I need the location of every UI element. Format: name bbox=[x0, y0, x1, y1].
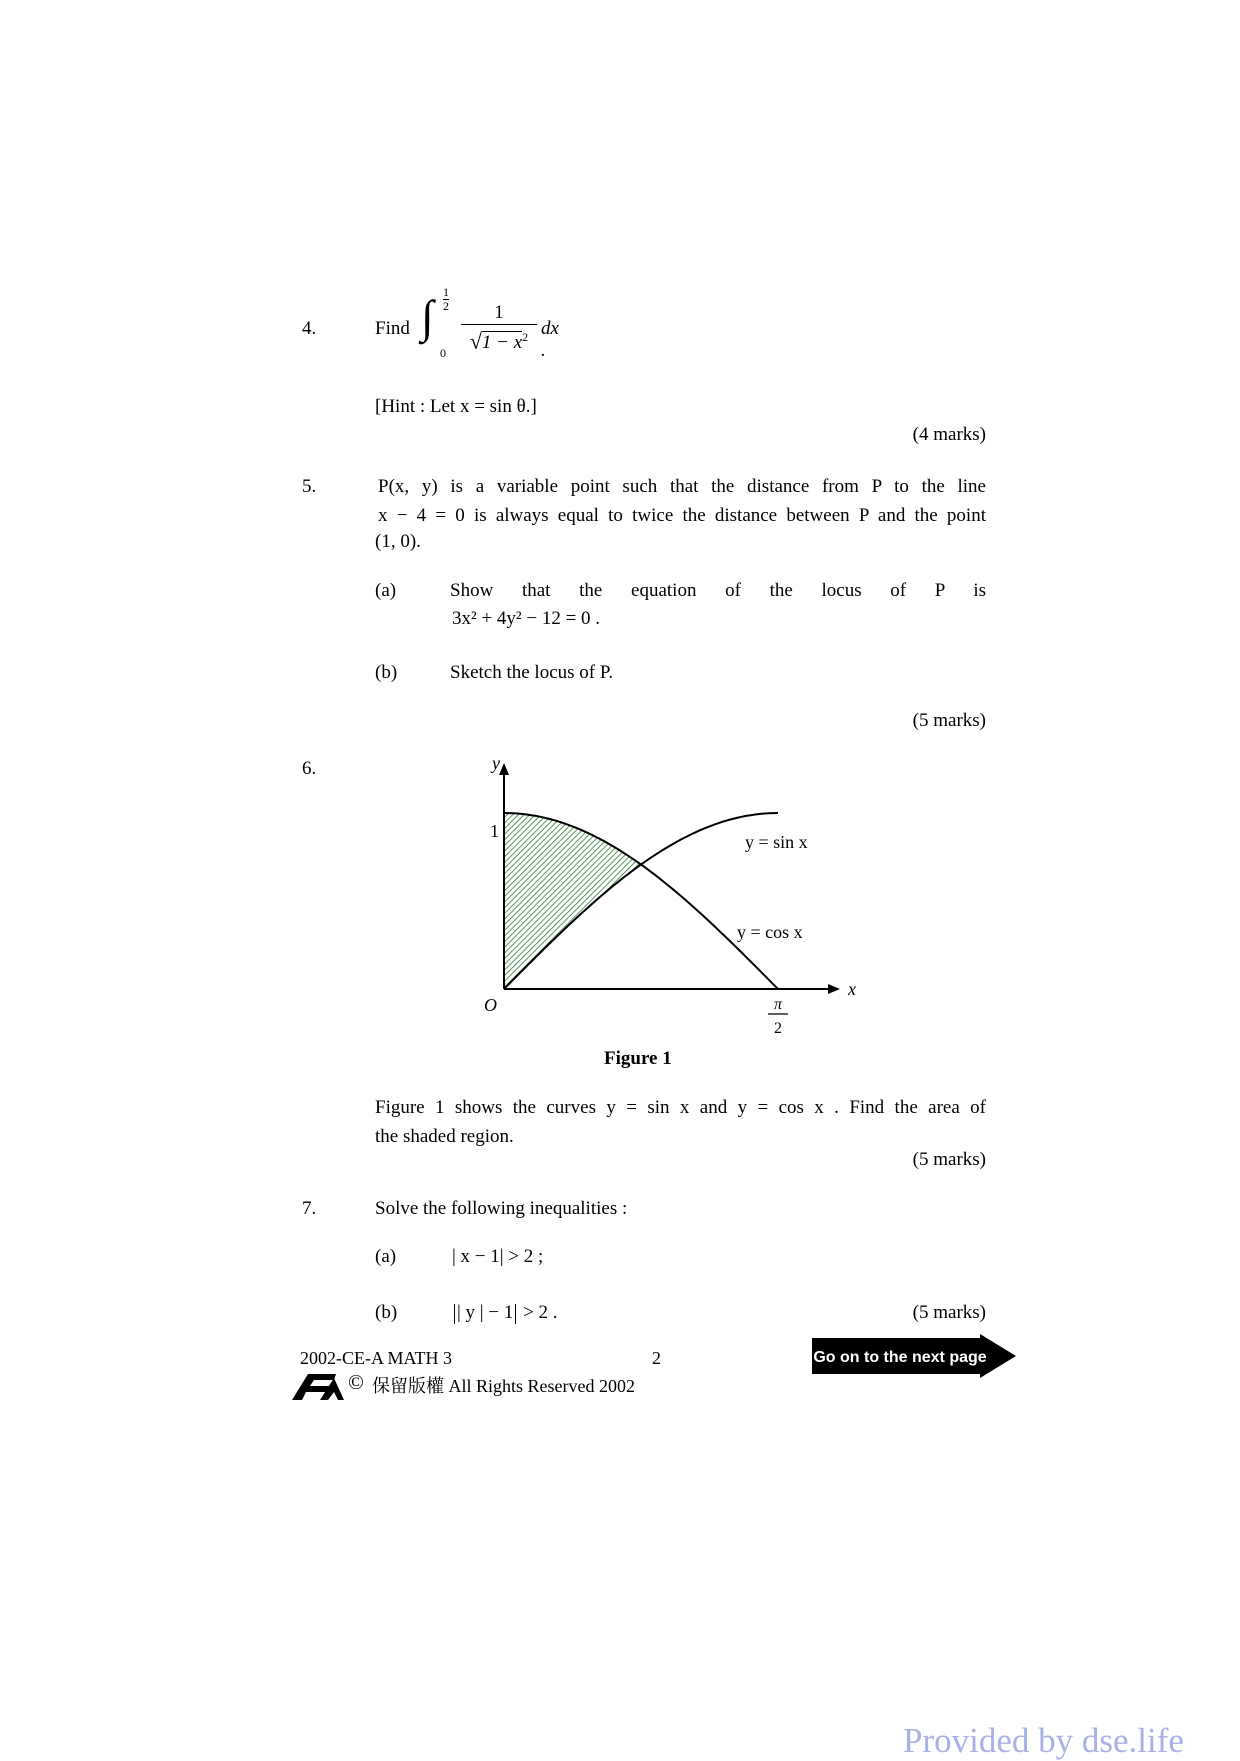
next-page-banner bbox=[812, 1334, 1016, 1378]
sin-curve-label: y = sin x bbox=[745, 832, 808, 852]
question-7-marks: (5 marks) bbox=[912, 1302, 986, 1323]
question-5-a-label: (a) bbox=[375, 580, 397, 601]
question-7-intro: Solve the following inequalities : bbox=[375, 1198, 628, 1219]
dx-label: dx . bbox=[541, 318, 559, 361]
question-6-line-1: Figure 1 shows the curves y = sin x and y = cos x . Find the area of bbox=[375, 1097, 986, 1118]
question-5-line-1: P(x, y) is a variable point such that the distance from P to the line bbox=[378, 476, 986, 497]
integral-sign: ∫ bbox=[421, 291, 434, 342]
x-tick-pi-denominator: 2 bbox=[774, 1020, 782, 1037]
paper-code: 2002-CE-A MATH 3 bbox=[300, 1348, 452, 1368]
y-tick-1: 1 bbox=[490, 821, 499, 841]
question-5-line-3: (1, 0). bbox=[375, 531, 421, 552]
y-axis-arrow-icon bbox=[499, 763, 509, 775]
find-label: Find bbox=[375, 318, 410, 339]
question-4-marks: (4 marks) bbox=[912, 424, 986, 445]
question-6-marks: (5 marks) bbox=[912, 1149, 986, 1170]
y-axis-label: y bbox=[492, 755, 500, 773]
question-4-number: 4. bbox=[302, 318, 317, 339]
question-7-a-label: (a) bbox=[375, 1246, 397, 1267]
origin-label: O bbox=[484, 995, 497, 1015]
question-6-line-2: the shaded region. bbox=[375, 1126, 514, 1147]
question-7-number: 7. bbox=[302, 1198, 317, 1219]
page-number: 2 bbox=[652, 1348, 661, 1368]
x-axis-label: x bbox=[848, 979, 856, 999]
integrand-fraction: 1 $√1 - x^2$ bbox=[461, 302, 537, 355]
figure-1-graph bbox=[470, 755, 870, 1045]
question-7-b-expression: | y | − 1 > 2 . bbox=[452, 1302, 558, 1324]
cos-curve-label: y = cos x bbox=[737, 922, 803, 942]
question-5-b-label: (b) bbox=[375, 662, 398, 683]
question-5-marks: (5 marks) bbox=[912, 710, 986, 731]
shaded-region bbox=[504, 813, 641, 989]
question-6-number: 6. bbox=[302, 758, 317, 779]
question-5-number: 5. bbox=[302, 476, 317, 497]
question-5-a-line-2: 3x² + 4y² − 12 = 0 . bbox=[452, 608, 601, 629]
question-4-hint: [Hint : Let x = sin θ.] bbox=[375, 396, 537, 417]
x-tick-pi-numerator: π bbox=[773, 996, 783, 1013]
rights-text: 保留版權 All Rights Reserved 2002 bbox=[372, 1376, 635, 1396]
question-7-a-expression: | x − 1| > 2 ; bbox=[452, 1246, 544, 1267]
hkeaa-logo-icon bbox=[290, 1370, 346, 1402]
x-axis-arrow-icon bbox=[828, 984, 840, 994]
figure-1-caption: Figure 1 bbox=[604, 1048, 672, 1069]
lower-limit: 0 bbox=[440, 346, 446, 360]
upper-limit: 1 2 bbox=[443, 285, 449, 313]
copyright-icon: © bbox=[348, 1370, 364, 1394]
question-7-b-label: (b) bbox=[375, 1302, 398, 1323]
provided-by-watermark: Provided by dse.life bbox=[903, 1721, 1184, 1760]
question-5-b-text: Sketch the locus of P. bbox=[450, 662, 614, 683]
next-page-text: Go on to the next page bbox=[813, 1349, 987, 1366]
question-5-line-2: x − 4 = 0 is always equal to twice the distance between P and the point bbox=[378, 505, 986, 526]
question-5-a-line-1: Show that the equation of the locus of P is bbox=[450, 580, 986, 601]
